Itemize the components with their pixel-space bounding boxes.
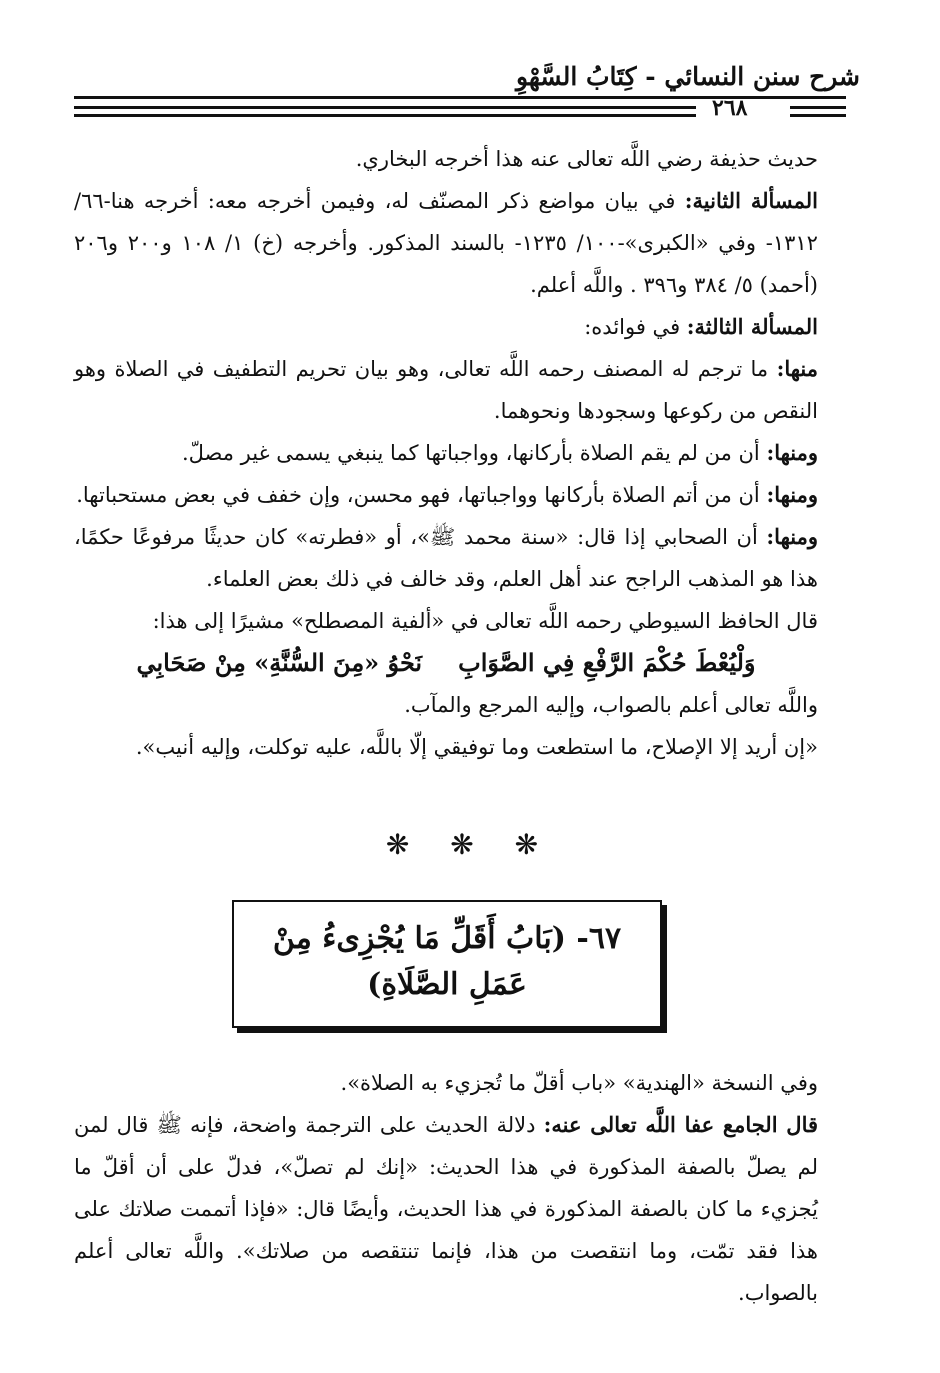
paragraph-text: في بيان مواضع ذكر المصنّف له، وفيمن أخرجه معه: أخرجه هنا-٦٦/ ١٣١٢- وفي «الكبرى»-١٠٠/ ١٢٣٥- بالسند المذكور. وأخرجه (خ) ١/ ١٠٨ و٢٠٠ و٢٠٦ (أحمد) ٥/ ٣٨٤ و٣٩٦ . واللَّه أعلم.	[74, 189, 818, 297]
section-label: قال الجامع عفا اللَّه تعالى عنه:	[543, 1112, 819, 1137]
section-label: المسألة الثانية:	[684, 188, 818, 213]
section-separator: ❋ ❋ ❋	[385, 828, 555, 861]
paragraph	[74, 516, 818, 600]
header-rule-left-2	[74, 114, 696, 117]
paragraph: وفي النسخة «الهندية» «باب أقلّ ما تُجزيء به الصلاة».	[340, 1071, 818, 1095]
section-label: ومنها:	[766, 524, 818, 549]
verse-hemistich-b: نَحْوُ «مِنَ السُّنَّةِ» مِنْ صَحَابِي	[136, 648, 423, 677]
paragraph: «إن أريد إلا الإصلاح، ما استطعت وما توفيقي إلّا باللَّه، عليه توكلت، وإليه أنيب».	[135, 735, 818, 759]
paragraph-text: في فوائده:	[584, 315, 681, 339]
header-rule-right-1	[790, 106, 846, 109]
paragraph-text: أن الصحابي إذا قال: «سنة محمد ﷺ»، أو «فطرته» كان حديثًا مرفوعًا حكمًا، هذا هو المذهب الراجح عند أهل العلم، وقد خالف في ذلك بعض العلماء.	[74, 525, 818, 591]
paragraph	[74, 1104, 818, 1314]
section-label: ومنها:	[766, 482, 818, 507]
paragraph-text: أن من لم يقم الصلاة بأركانها، وواجباتها كما ينبغي يسمى غير مصلّ.	[181, 441, 760, 465]
header-rule-right-2	[790, 114, 846, 117]
paragraph-text: أن من أتم الصلاة بأركانها وواجباتها، فهو محسن، وإن خفف في بعض مستحباتها.	[76, 483, 760, 507]
chapter-title: ٦٧- (بَابُ أَقَلِّ مَا يُجْزِىءُ مِنْ عَمَلِ الصَّلَاةِ)	[272, 921, 622, 1002]
paragraph	[74, 306, 818, 348]
paragraph: واللَّه تعالى أعلم بالصواب، وإليه المرجع والمآب.	[404, 693, 818, 717]
verse-hemistich-a: وَلْيُعْطَ حُكْمَ الرَّفْعِ فِي الصَّوَابِ	[458, 648, 756, 677]
poem-verse	[74, 642, 818, 684]
paragraph	[74, 474, 818, 516]
running-title: شرح سنن النسائي - كِتَابُ السَّهْوِ	[515, 62, 860, 91]
header-rule-left-1	[74, 106, 696, 109]
paragraph-text: دلالة الحديث على الترجمة واضحة، فإنه ﷺ قال لمن لم يصلّ بالصفة المذكورة في هذا الحديث: «إنك لم تصلّ»، فدلّ على أن أقلّ ما يُجزيء ما كان بالصفة المذكورة في هذا الحديث، وأيضًا قال: «فإذا أتممت صلاتك على هذا فقد تمّت، وما انتقصت من هذا، فإنما تنتقصه من صلاتك». واللَّه تعالى أعلم بالصواب.	[74, 1113, 818, 1305]
chapter-text	[74, 1062, 818, 1314]
section-label: منها:	[776, 356, 818, 381]
chapter-heading-box	[232, 900, 662, 1028]
section-label: المسألة الثالثة:	[686, 314, 818, 339]
paragraph	[74, 432, 818, 474]
main-text	[74, 138, 818, 768]
paragraph: قال الحافظ السيوطي رحمه اللَّه تعالى في «ألفية المصطلح» مشيرًا إلى هذا:	[152, 609, 818, 633]
page-number: ٢٦٨	[712, 95, 748, 121]
paragraph-text: ما ترجم له المصنف رحمه اللَّه تعالى، وهو بيان تحريم التطفيف في الصلاة وهو النقص من ركوعها وسجودها ونحوهما.	[74, 357, 818, 423]
paragraph	[74, 180, 818, 306]
paragraph	[74, 348, 818, 432]
paragraph: حديث حذيفة رضي اللَّه تعالى عنه هذا أخرجه البخاري.	[355, 147, 818, 171]
section-label: ومنها:	[766, 440, 818, 465]
